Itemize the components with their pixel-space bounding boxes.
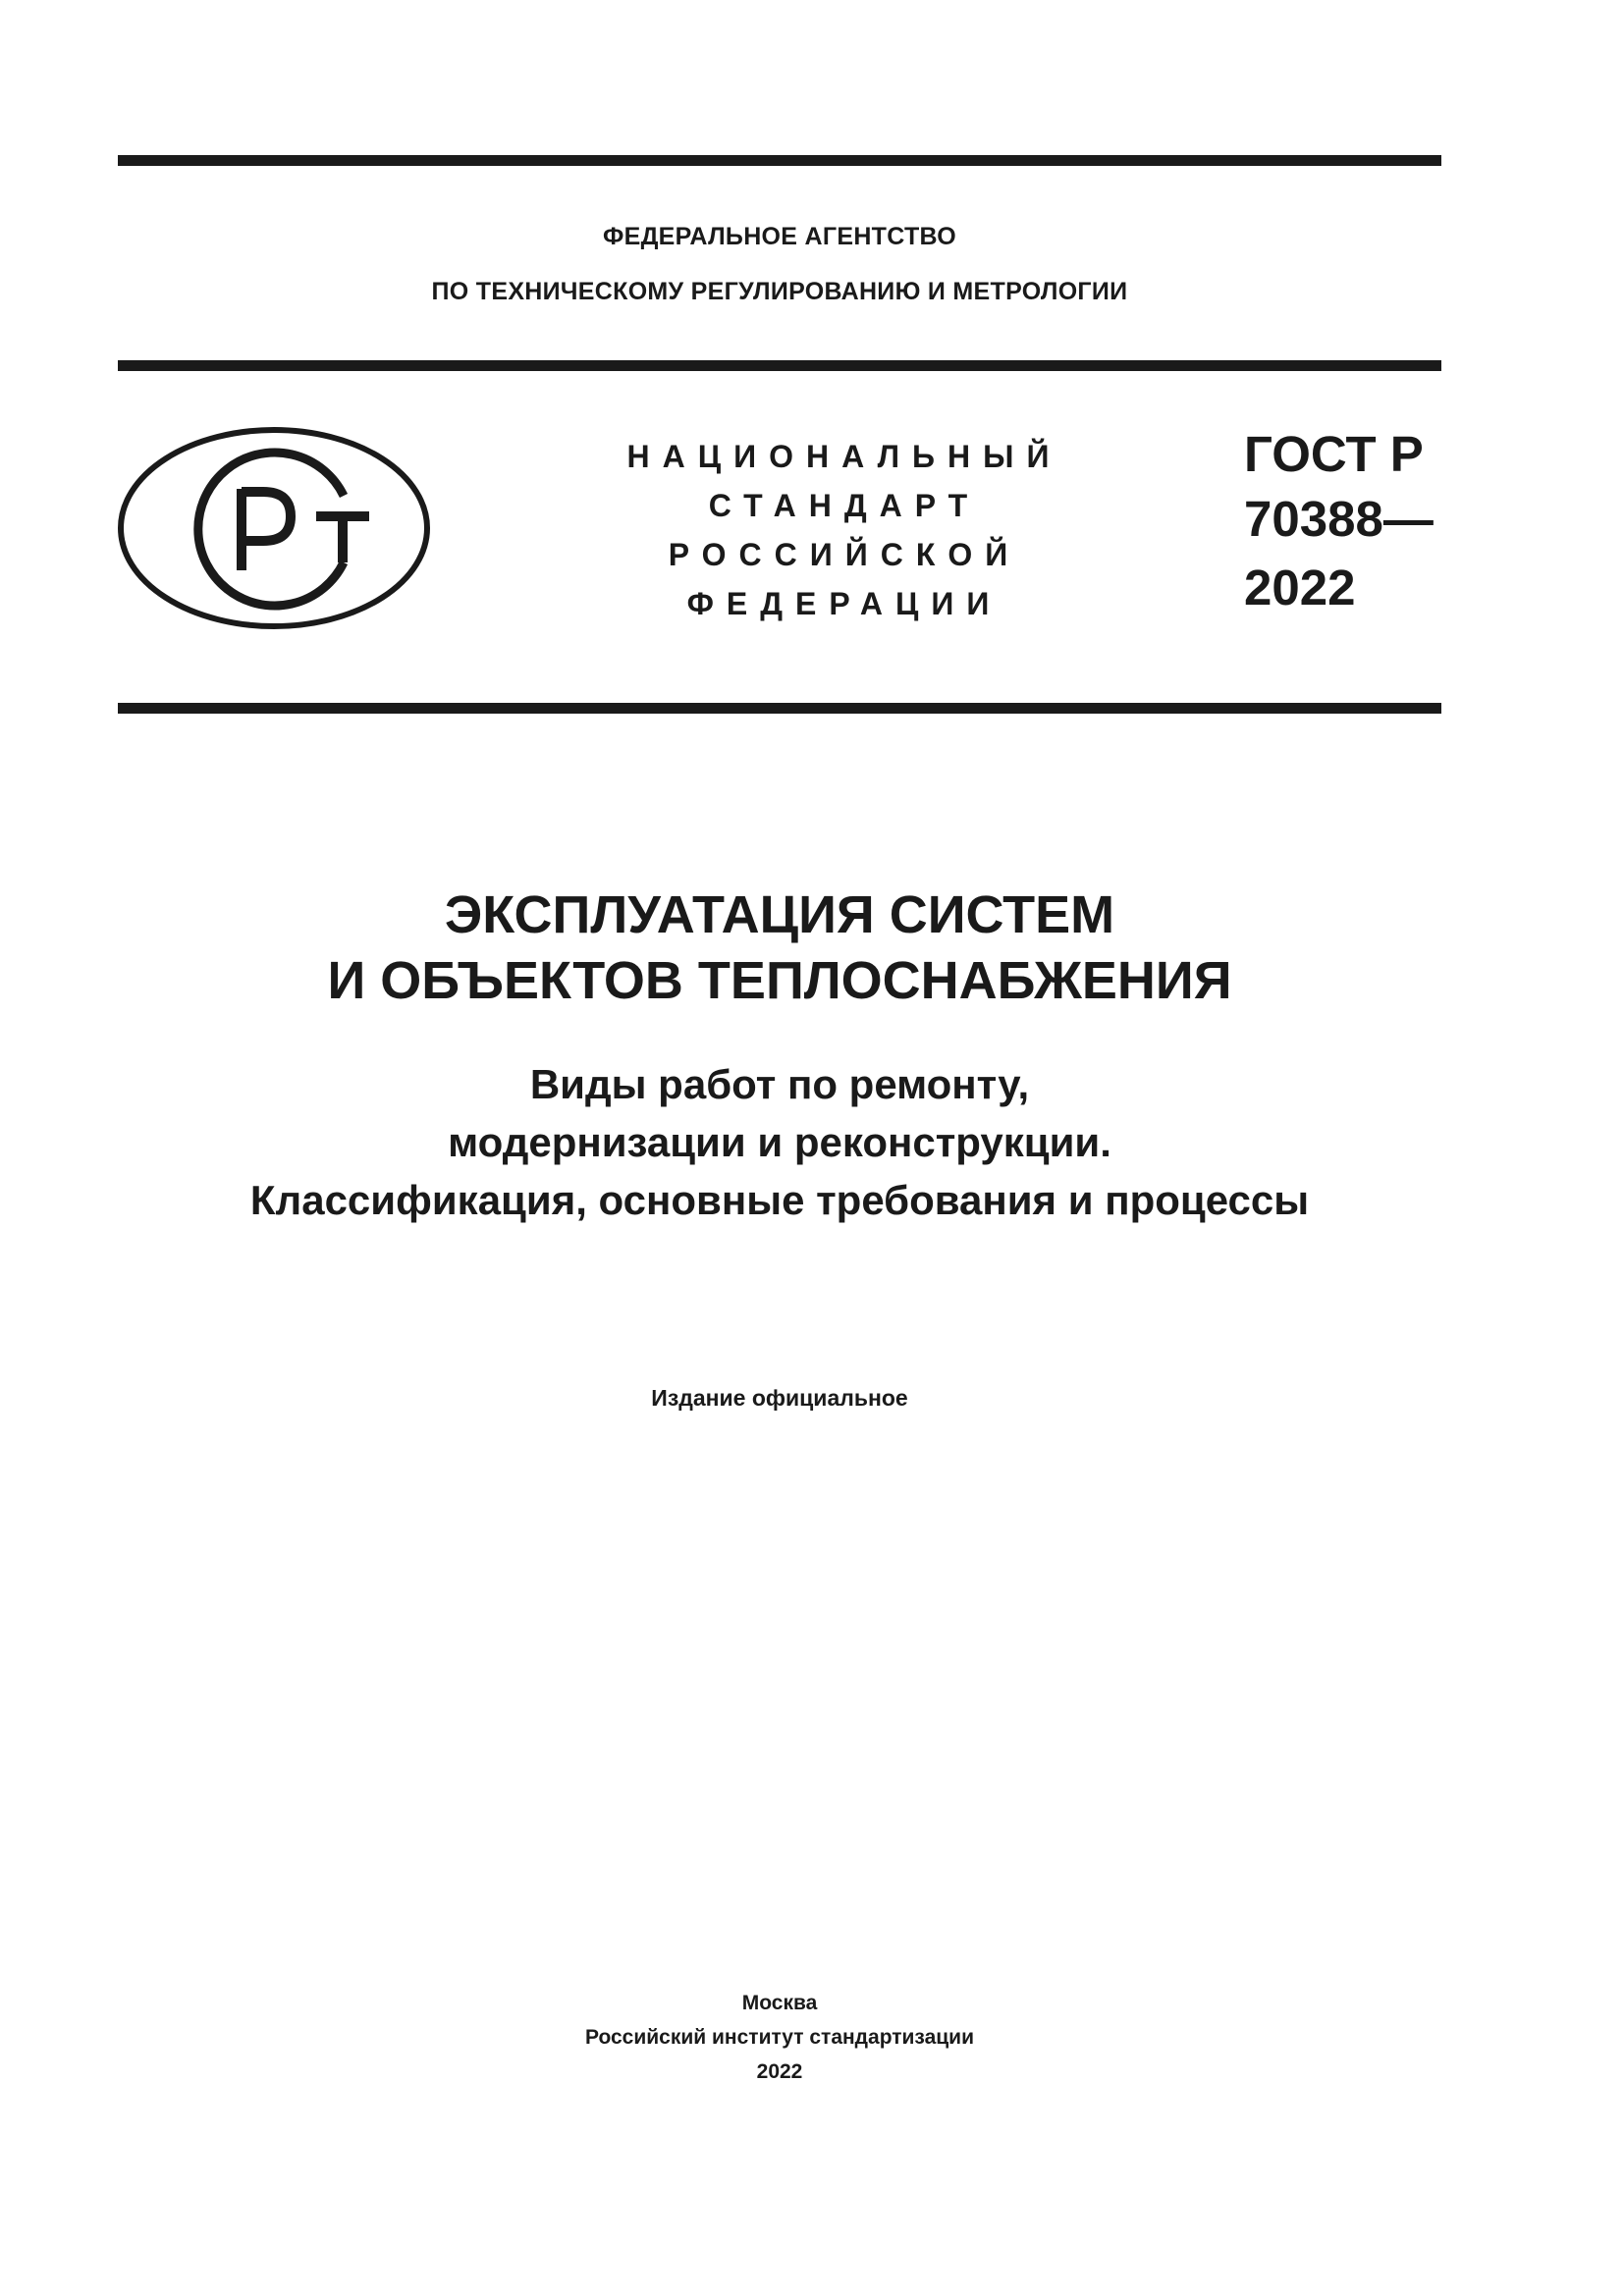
header-rule (118, 703, 1441, 714)
top-rule (118, 155, 1441, 166)
subtitle-line-2: модернизации и реконструкции. (448, 1119, 1111, 1165)
designation-line-2: 70388— (1244, 491, 1434, 547)
standard-type-line-4: ФЕДЕРАЦИИ (686, 586, 1002, 621)
agency-line-1: ФЕДЕРАЛЬНОЕ АГЕНТСТВО (602, 223, 957, 250)
subtitle-line-1: Виды работ по ремонту, (529, 1061, 1030, 1107)
pct-certification-mark-icon (116, 425, 432, 631)
agency-rule (118, 360, 1441, 371)
title-line-1: ЭКСПЛУАТАЦИЯ СИСТЕМ (444, 885, 1115, 944)
standard-type-line-2: СТАНДАРТ (708, 488, 981, 523)
designation-line-1: ГОСТ Р (1244, 426, 1424, 482)
title-line-2: И ОБЪЕКТОВ ТЕПЛОСНАБЖЕНИЯ (327, 951, 1232, 1010)
agency-line-2: ПО ТЕХНИЧЕСКОМУ РЕГУЛИРОВАНИЮ И МЕТРОЛОГИИ (431, 278, 1128, 305)
imprint-city: Москва (741, 1992, 818, 2014)
subtitle-line-3: Классификация, основные требования и процессы (249, 1177, 1310, 1223)
standard-type-line-1: НАЦИОНАЛЬНЫЙ (626, 439, 1062, 474)
designation-line-3: 2022 (1244, 560, 1356, 615)
imprint-publisher: Российский институт стандартизации (584, 2026, 975, 2049)
imprint-year: 2022 (756, 2060, 803, 2083)
standard-type-line-3: РОССИЙСКОЙ (668, 537, 1021, 572)
edition-label: Издание официальное (651, 1385, 908, 1411)
